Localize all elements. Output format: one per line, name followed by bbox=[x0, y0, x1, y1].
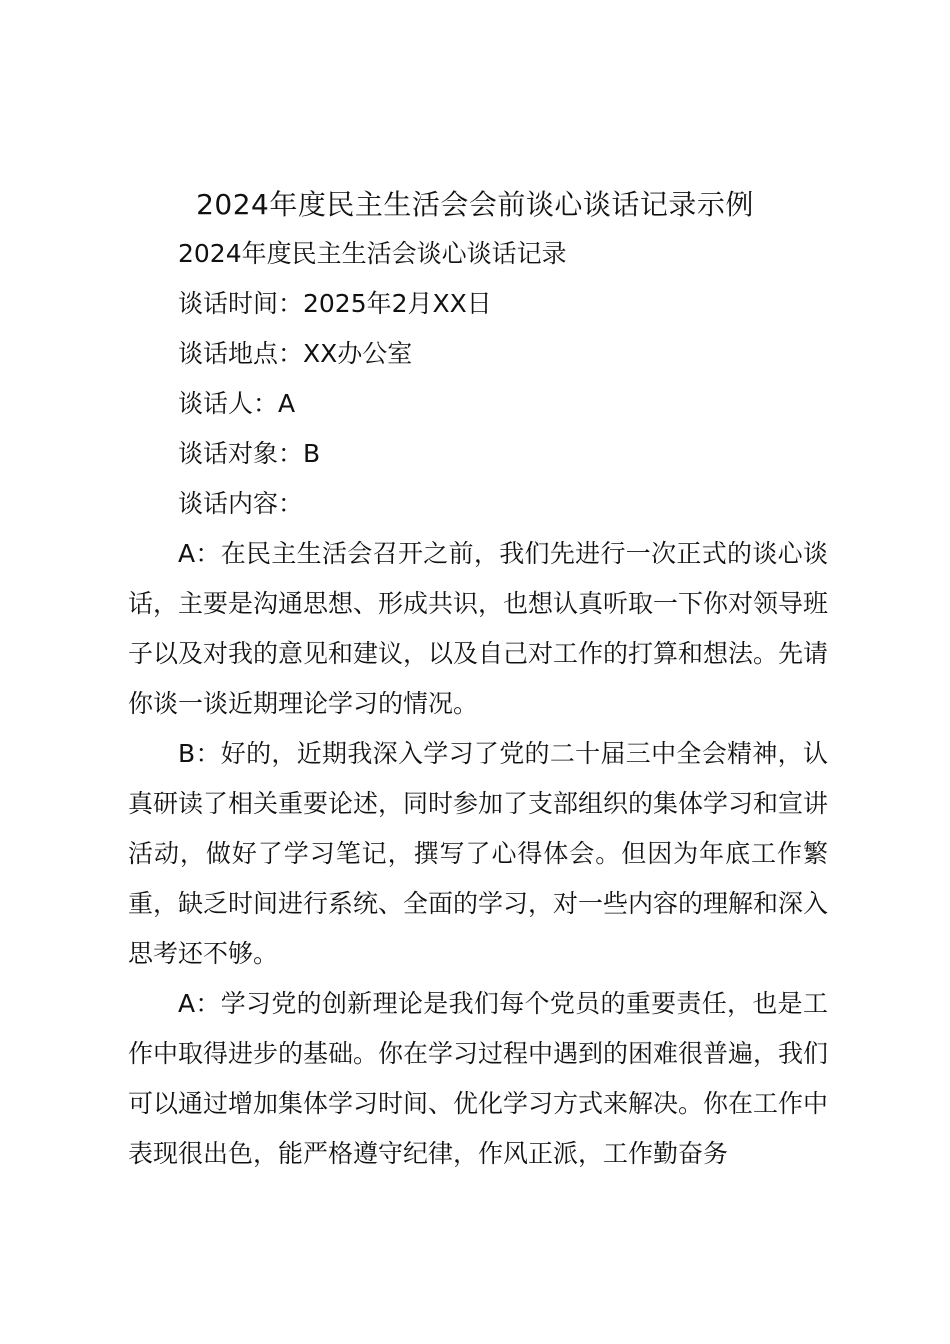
talk-content-label: 谈话内容： bbox=[178, 489, 304, 518]
talk-time: 谈话时间：2025年2月XX日 bbox=[178, 289, 492, 318]
document-body bbox=[128, 229, 828, 1179]
talk-target: 谈话对象：B bbox=[178, 439, 321, 468]
talk-speaker: 谈话人：A bbox=[178, 389, 296, 418]
document-title: 2024年度民主生活会会前谈心谈话记录示例 bbox=[196, 188, 754, 221]
talk-place: 谈话地点：XX办公室 bbox=[178, 339, 413, 368]
record-heading: 2024年度民主生活会谈心谈话记录 bbox=[178, 239, 567, 268]
paragraph-a-1: A：在民主生活会召开之前，我们先进行一次正式的谈心谈话，主要是沟通思想、形成共识，也想认真听取一下你对领导班子以及对我的意见和建议，以及自己对工作的打算和想法。先请你谈一谈近期理论学习的情况。 bbox=[128, 539, 829, 718]
paragraph-a-2: A：学习党的创新理论是我们每个党员的重要责任，也是工作中取得进步的基础。你在学习过程中遇到的困难很普遍，我们可以通过增加集体学习时间、优化学习方式来解决。你在工作中表现很出色，能严格遵守纪律，作风正派，工作勤奋务 bbox=[128, 989, 829, 1168]
paragraph-b-1: B：好的，近期我深入学习了党的二十届三中全会精神，认真研读了相关重要论述，同时参加了支部组织的集体学习和宣讲活动，做好了学习笔记，撰写了心得体会。但因为年底工作繁重，缺乏时间进行系统、全面的学习，对一些内容的理解和深入思考还不够。 bbox=[128, 739, 829, 968]
